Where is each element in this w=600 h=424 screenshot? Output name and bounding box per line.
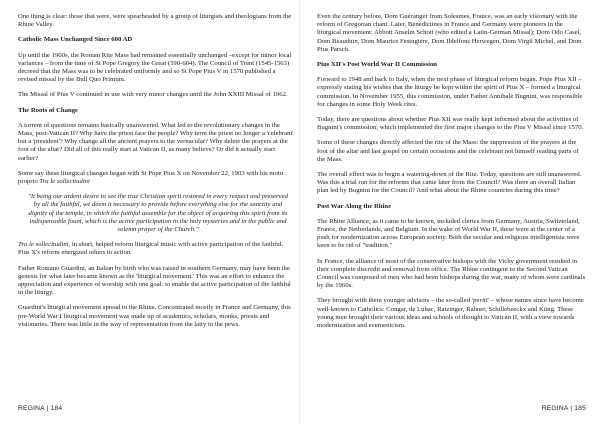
right-page-column: [317, 13, 587, 337]
paragraph: The Missal of Pius V continued in use with very minor changes until the John XXIII Missal of 1962.: [18, 91, 288, 99]
paragraph-text: – whose names since have become well-known to Catholics: Congar, de Lubac, Ratzinger, Rahner, Schillebeeckx and Küng. These young men brought their various ideas and schools of thought to Vatican II, with a view towards modernization and ecumenicism.: [317, 297, 584, 330]
paragraph: Even the century before, Dom Guéranger from Solesmes, France, was an early visionary with the reform of Gregorian chant. Later, Benedictines in France and Germany were pioneers in the liturgical movement: Abbott Anselm Schott (who edited a Latin-German Missal); Dom Odo Casel, Dom Beauduin, Dom Maurice Festugière, Dom Ildelfons Herwegen, Dom Virgil Michel, and Dom Pius Parsch.: [317, 13, 582, 53]
paragraph-text: They brought with them younger advisors – the so-called: [317, 297, 472, 305]
paragraph: [18, 241, 294, 257]
paragraph: Father Romano Guardini, an Italian by birth who was raised in southern Germany, may have been the genesis for what later became known as the 'liturgical movement.' This was an effort to enhance the appreciation and experience of worship with one goal: to enable the active participation of the faithful in the liturgy.: [18, 264, 291, 297]
paragraph: In France, the alliance of most of the conservative bishops with the Vichy government resulted in their complete discredit and removal from office. The Rhine contingent to the Second Vatican Council was composed of men who had been bishops during the war, many of whom were cardinals by the 1960s.: [317, 257, 586, 290]
section-heading: Pius XII's Post World War II Commission: [317, 61, 438, 69]
italic-term: 'periti': [471, 297, 490, 305]
section-heading: Catholic Mass Unchanged Since 600 AD: [18, 36, 133, 44]
paragraph: The Rhine Alliance, as it came to be known, included clerics from Germany, Austria, Switzerland, France, the Netherlands, and Belgium. In the wake of World War II, these were at the center of a push for modernization across European society. Both the secular and religious intelligentsia were keen to be rid of "tradition.": [317, 217, 580, 250]
page-footer-left: REGINA | 184: [18, 405, 63, 412]
paragraph: [317, 297, 587, 330]
paragraph: Some of these changes directly affected the rite of the Mass: the suppression of the prayers at the foot of the altar and last gospel on certain occasions and the celebrant not himself reading parts of the Mass.: [317, 139, 579, 163]
left-page-column: [18, 13, 294, 336]
paragraph: Forward to 1948 and back to Italy, when the next phase of liturgical reform began. Pope Pius XII – expressly stating his wishes that the liturgy be kept within the spirit of Pius X – formed a liturgical commission. In November 1955, this commission, under Father Annibale Bugnini, was responsible for changes in some Holy Week rites.: [317, 76, 583, 108]
paragraph: Today, there are questions about whether Pius XII was really kept informed about the activities of Bugnini's commission, which implemented the first major changes to the Pius V Missal since 1570.: [317, 116, 584, 132]
pull-quote: "It being our ardent desire to see the true Christian spirit restored in every respect and preserved by all the faithful, we deem it necessary to provide before everything else for the sanctity and dignity of the temple, in which the faithful assemble for the object of acquiring this spirit from its indispensable fount, which is the active participation in the holy mysteries and in the public and solemn prayer of the Church.": [28, 193, 288, 234]
page-gutter: [299, 0, 300, 424]
paragraph: Up until the 1960s, the Roman Rite Mass had remained essentially unchanged –except for minor local variances – from the time of St Pope Gregory the Great (590-604). The Council of Trent (1545-1563) decreed that the Mass was to be celebrated uniformly and so St Pope Pius V in 1570 published a revised missal by the Bull Quo Primum.: [18, 51, 292, 84]
document-title: Tra le sollecitudini,: [18, 241, 71, 249]
paragraph: Guardini's liturgical movement spread to the Rhine. Concentrated mostly in France and Germany, this pre-World War I liturgical movement was made up of academics, scholars, monks, priests and visionaries. There was little in the way of representation from the laity in the pews.: [18, 304, 291, 328]
paragraph-text: Some say these liturgical changes began with St Pope Pius X on November 22, 1903 with his motu proprio: [18, 169, 284, 186]
document-title: Tra le sollecitudini: [39, 178, 90, 186]
section-heading: Post War Along the Rhine: [317, 202, 392, 210]
page-footer-right: REGINA | 185: [541, 405, 586, 412]
paragraph: One thing is clear: those that were, were spearheaded by a group of liturgists and theologians from the Rhine Valley.: [18, 13, 292, 29]
paragraph-text: in short, helped reform liturgical music with active participation of the faithful. Pius X's reform energized others to action.: [18, 241, 284, 257]
paragraph: [18, 170, 294, 186]
paragraph: The overall effect was to begin a watering-down of the Rite. Today, questions are still unanswered. Was this a trial run for the reforms that came later from the Council? Was there an overall Italian plan led by Bugnini for the Council? And what about the Rhine countries during this time?: [317, 171, 582, 195]
section-heading: The Roots of Change: [18, 106, 79, 114]
paragraph: A torrent of questions remains basically unanswered. What led to the revolutionary changes in the Mass, post-Vatican II? Why have the priest face the people? Why term the priest no longer a 'celebrant' but a 'president'? Why change all the ancient prayers to the vernacular? Why delete the prayers at the foot of the altar? Did all of this really start at Vatican II, as many believe? Or did it actually start earlier?: [18, 121, 294, 162]
